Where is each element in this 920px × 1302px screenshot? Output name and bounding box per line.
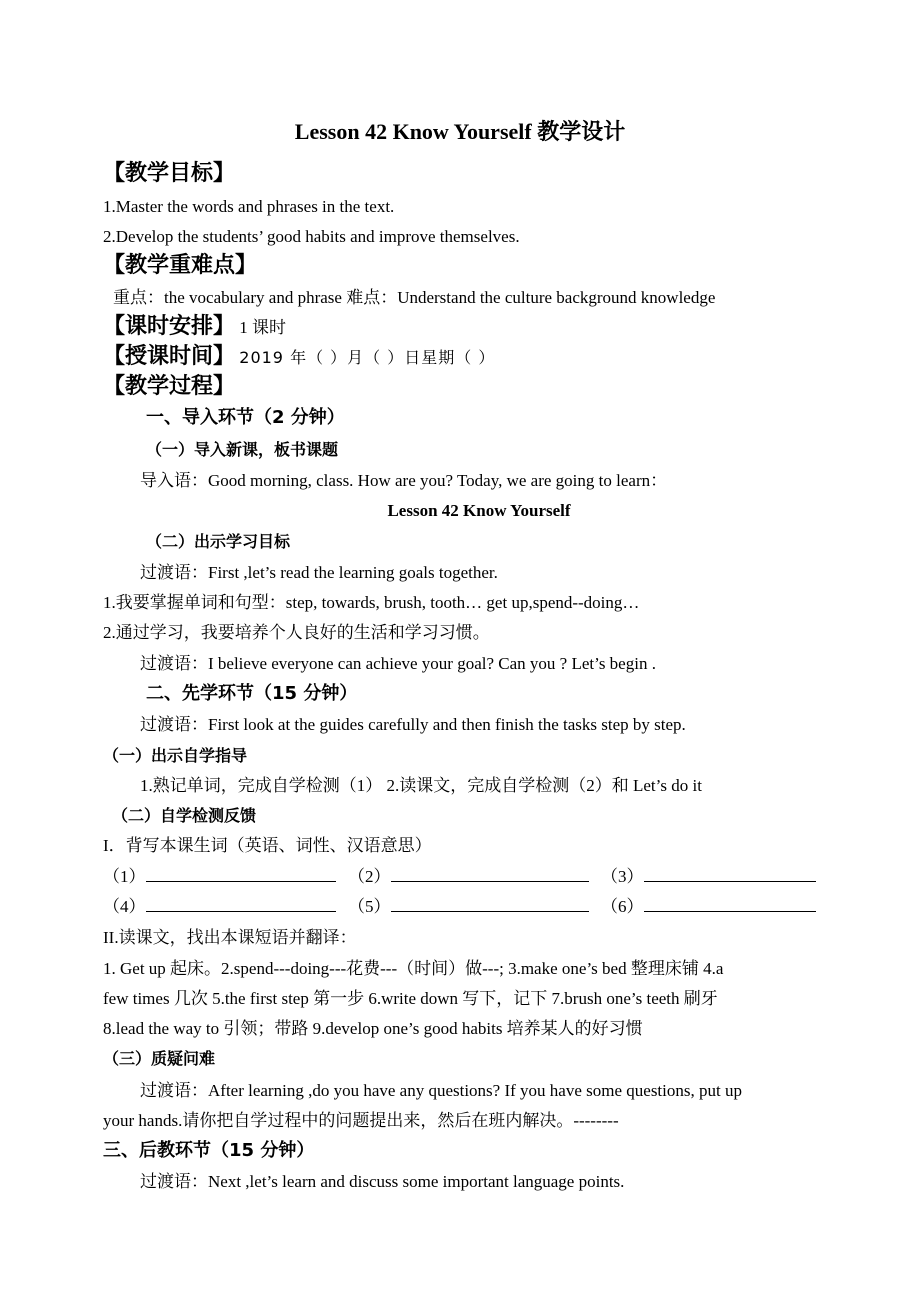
blank-row xyxy=(103,895,816,919)
goal-item: 2.通过学习，我要培养个人良好的生活和学习习惯。 xyxy=(103,623,490,642)
blank-label: （2） xyxy=(348,867,391,886)
key-points-heading: 【教学重难点】 xyxy=(103,253,258,278)
blank-label: （3） xyxy=(601,867,644,886)
transition-text: 过渡语：First ,let’s read the learning goals together. xyxy=(140,563,498,582)
answer-blank[interactable] xyxy=(146,895,336,912)
class-time-heading: 【授课时间】 xyxy=(103,344,236,369)
section2-sub1: （一）出示自学指导 xyxy=(103,746,248,765)
transition-text: 过渡语：First look at the guides carefully and then finish the tasks step by step. xyxy=(140,715,686,734)
schedule-value: 1 课时 xyxy=(239,318,287,337)
document-title: Lesson 42 Know Yourself 教学设计 xyxy=(294,119,626,144)
task2-text: II.读课文，找出本课短语并翻译： xyxy=(103,928,357,947)
blank-label: （4） xyxy=(103,897,146,916)
phrases-line: 1. Get up 起床。2.spend---doing---花费---（时间）做---; 3.make one’s bed 整理床铺 4.a xyxy=(103,959,724,978)
goal-item: 1.我要掌握单词和句型：step, towards, brush, tooth… get up,spend--doing… xyxy=(103,593,640,612)
section2-sub3: （三）质疑问难 xyxy=(103,1049,216,1068)
blank-label: （6） xyxy=(601,897,644,916)
answer-blank[interactable] xyxy=(391,865,589,882)
section2-heading: 二、先学环节（15 分钟） xyxy=(146,683,358,704)
objectives-heading: 【教学目标】 xyxy=(103,161,236,186)
question-line: 过渡语：After learning ,do you have any questions? If you have some questions, put up xyxy=(140,1081,742,1100)
section1-sub2: （二）出示学习目标 xyxy=(146,532,291,551)
schedule-row xyxy=(103,312,286,342)
class-time-row xyxy=(103,342,495,372)
answer-blank[interactable] xyxy=(391,895,589,912)
answer-blank[interactable] xyxy=(644,865,816,882)
section2-sub2: （二）自学检测反馈 xyxy=(112,806,257,825)
blank-label: （5） xyxy=(348,897,391,916)
class-time-value: 2019 年（ ）月（ ）日星期（ ） xyxy=(239,348,496,367)
objective-item: 1.Master the words and phrases in the text. xyxy=(103,197,395,216)
task1-text: I．背写本课生词（英语、词性、汉语意思） xyxy=(103,836,432,855)
objective-item: 2.Develop the students’ good habits and improve themselves. xyxy=(103,227,520,246)
schedule-heading: 【课时安排】 xyxy=(103,314,236,339)
key-points-text: 重点：the vocabulary and phrase 难点：Understand the culture background knowledge xyxy=(113,288,716,307)
process-heading: 【教学过程】 xyxy=(103,374,236,399)
answer-blank[interactable] xyxy=(146,865,336,882)
phrases-line: few times 几次 5.the first step 第一步 6.write down 写下，记下 7.brush one’s teeth 刷牙 xyxy=(103,989,718,1008)
section1-heading: 一、导入环节（2 分钟） xyxy=(146,407,345,428)
lesson-title: Lesson 42 Know Yourself xyxy=(387,501,571,520)
question-line: your hands.请你把自学过程中的问题提出来，然后在班内解决。-------- xyxy=(103,1111,619,1130)
blank-row xyxy=(103,865,816,889)
phrases-line: 8.lead the way to 引领；带路 9.develop one’s good habits 培养某人的好习惯 xyxy=(103,1019,643,1038)
transition-text: 过渡语：I believe everyone can achieve your goal? Can you ? Let’s begin . xyxy=(140,654,656,673)
section1-sub1: （一）导入新课，板书课题 xyxy=(146,440,339,459)
section3-heading: 三、后教环节（15 分钟） xyxy=(103,1140,315,1161)
guide-text: 1.熟记单词，完成自学检测（1） 2.读课文，完成自学检测（2）和 Let’s do it xyxy=(140,776,702,795)
answer-blank[interactable] xyxy=(644,895,816,912)
transition-text: 过渡语：Next ,let’s learn and discuss some important language points. xyxy=(140,1172,625,1191)
blank-label: （1） xyxy=(103,867,146,886)
intro-text: 导入语：Good morning, class. How are you? Today, we are going to learn： xyxy=(140,471,668,490)
